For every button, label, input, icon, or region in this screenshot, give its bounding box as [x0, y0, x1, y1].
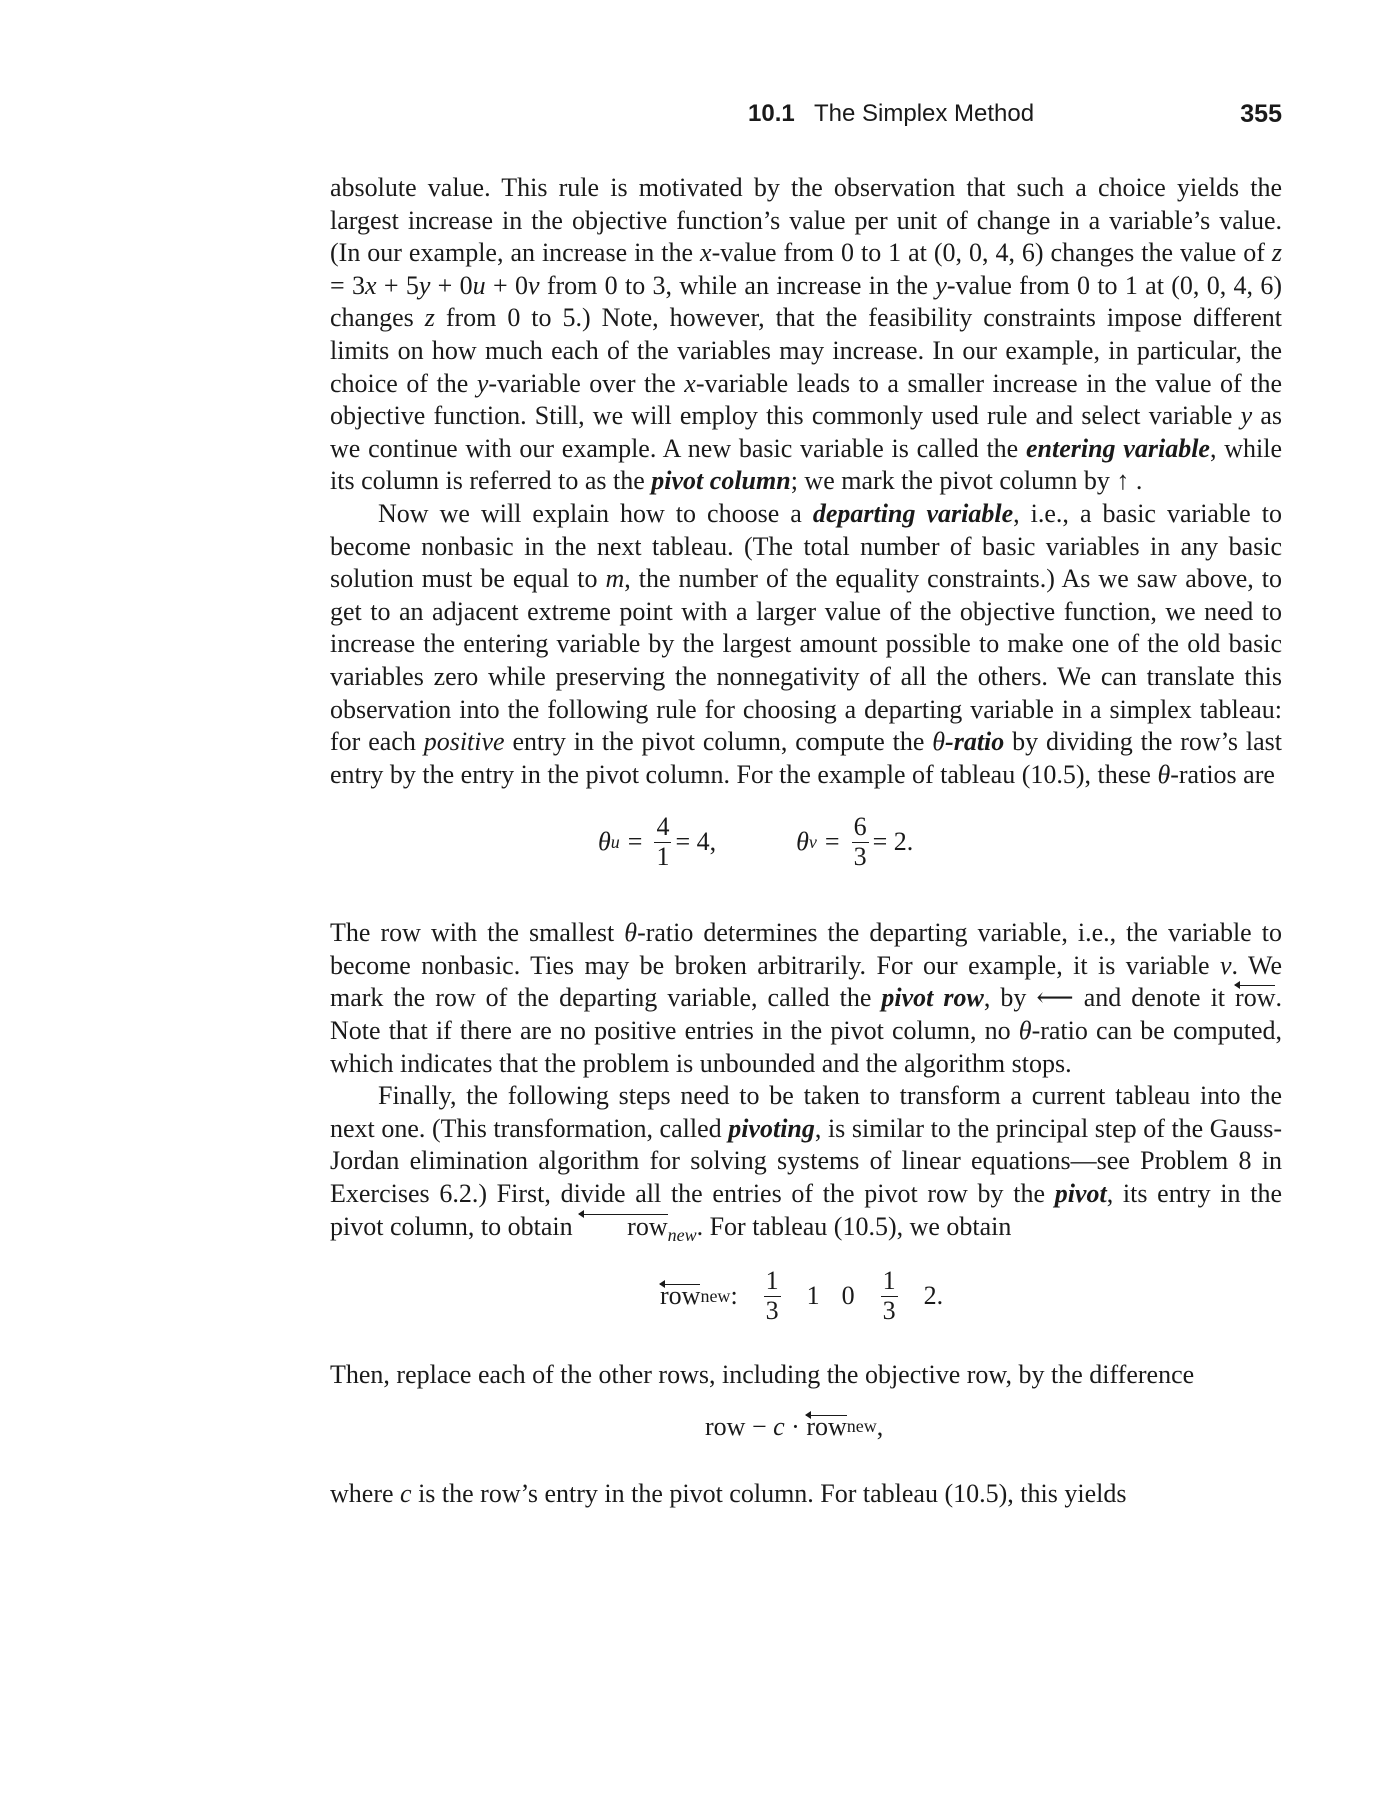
equation-row-new: row new : $\frac{1}{3}$ 1 0 $\frac{1}{3}$ 2. [660, 1266, 944, 1325]
fraction-theta-u: $\frac{4}{1}$ [656, 812, 670, 871]
fraction-one-third-b: $\frac{1}{3}$ [882, 1266, 896, 1325]
term-pivoting: pivoting [728, 1113, 815, 1143]
paragraph-1: absolute value. This rule is motivated by the observation that such a choice yields the largest increase in the objective function’s value per unit of change in a variable’s value. (In our example, an increase in the x-value from 0 to 1 at (0, 0, 4, 6) changes the value of z = 3x + 5y + 0u + 0v from 0 to 3, while an increase in the y-value from 0 to 1 at (0, 0, 4, 6) changes z from 0 to 5.) Note, however, that the feasibility constraints impose different limits on how much each of the variables may increase. In our example, in particular, the choice of the y-variable over the x-variable leads to a smaller increase in the value of the objective function. Still, we will employ this commonly used rule and select variable y as we continue with our example. A new basic variable is called the entering variable, while its column is referred to as the pivot column; we mark the pivot column by ↑ . [330, 173, 1282, 496]
fraction-theta-v: $\frac{6}{3}$ [853, 812, 867, 871]
paragraph-4: Finally, the following steps need to be taken to transform a current tableau into the next one. (This transformation, called pivoting, is similar to the principal step of the Gauss-Jordan elimination algorithm for solving systems of linear equations—see Problem 8 in Exercises 6.2.) First, divide all the entries of the pivot row by the pivot, its entry in the pivot column, to obtain row$_{new}$. For tableau (10.5), we obtain [330, 1081, 1283, 1245]
term-pivot-column: pivot column [651, 466, 791, 496]
paragraph-6: where c is the row’s entry in the pivot column. For tableau (10.5), this yields [330, 1478, 1127, 1508]
running-header [330, 100, 1282, 134]
equation-theta-ratios: θ u = $\frac{4}{1}$ = 4, θ v = $\frac{6}{3}$ = 2. [598, 812, 914, 871]
page-number: 355 [1240, 100, 1282, 128]
paragraph-3: The row with the smallest θ-ratio determines the departing variable, i.e., the variable to become nonbasic. Ties may be broken arbitrarily. For our example, it is variable v. We mark the row of the departing variable, called the pivot row, by ⟵ and denote it row. Note that if there are no positive entries in the pivot column, no θ-ratio can be computed, which indicates that the problem is unbounded and the algorithm stops. [330, 918, 1282, 1078]
section-title: The Simplex Method [814, 100, 1035, 127]
pivot-row-symbol: row [1235, 982, 1275, 1015]
term-entering-variable: entering variable [1025, 433, 1210, 463]
term-pivot-row: pivot row [881, 983, 984, 1013]
term-pivot: pivot [1054, 1179, 1107, 1209]
fraction-one-third-a: $\frac{1}{3}$ [765, 1266, 779, 1325]
paragraph-2: Now we will explain how to choose a departing variable, i.e., a basic variable to become nonbasic in the next tableau. (The total number of basic variables in any basic solution must be equal to m, the number of the equality constraints.) As we saw above, to get to an adjacent extreme point with a larger value of the objective function, we need to increase the entering variable by the largest amount possible to make one of the old basic variables zero while preserving the nonnegativity of all the others. We can translate this observation into the following rule for choosing a departing variable in a simplex tableau: for each positive entry in the pivot column, compute the θ-ratio by dividing the row’s last entry by the entry in the pivot column. For the example of tableau (10.5), these θ-ratios are [330, 498, 1283, 789]
page-body [330, 172, 1282, 1510]
equation-row-difference: row − c · row new , [705, 1411, 884, 1441]
term-theta-ratio: -ratio [945, 727, 1005, 757]
paragraph-5: Then, replace each of the other rows, including the objective row, by the difference [330, 1360, 1195, 1390]
section-number: 10.1 [748, 100, 795, 127]
term-departing-variable: departing variable [812, 498, 1014, 528]
